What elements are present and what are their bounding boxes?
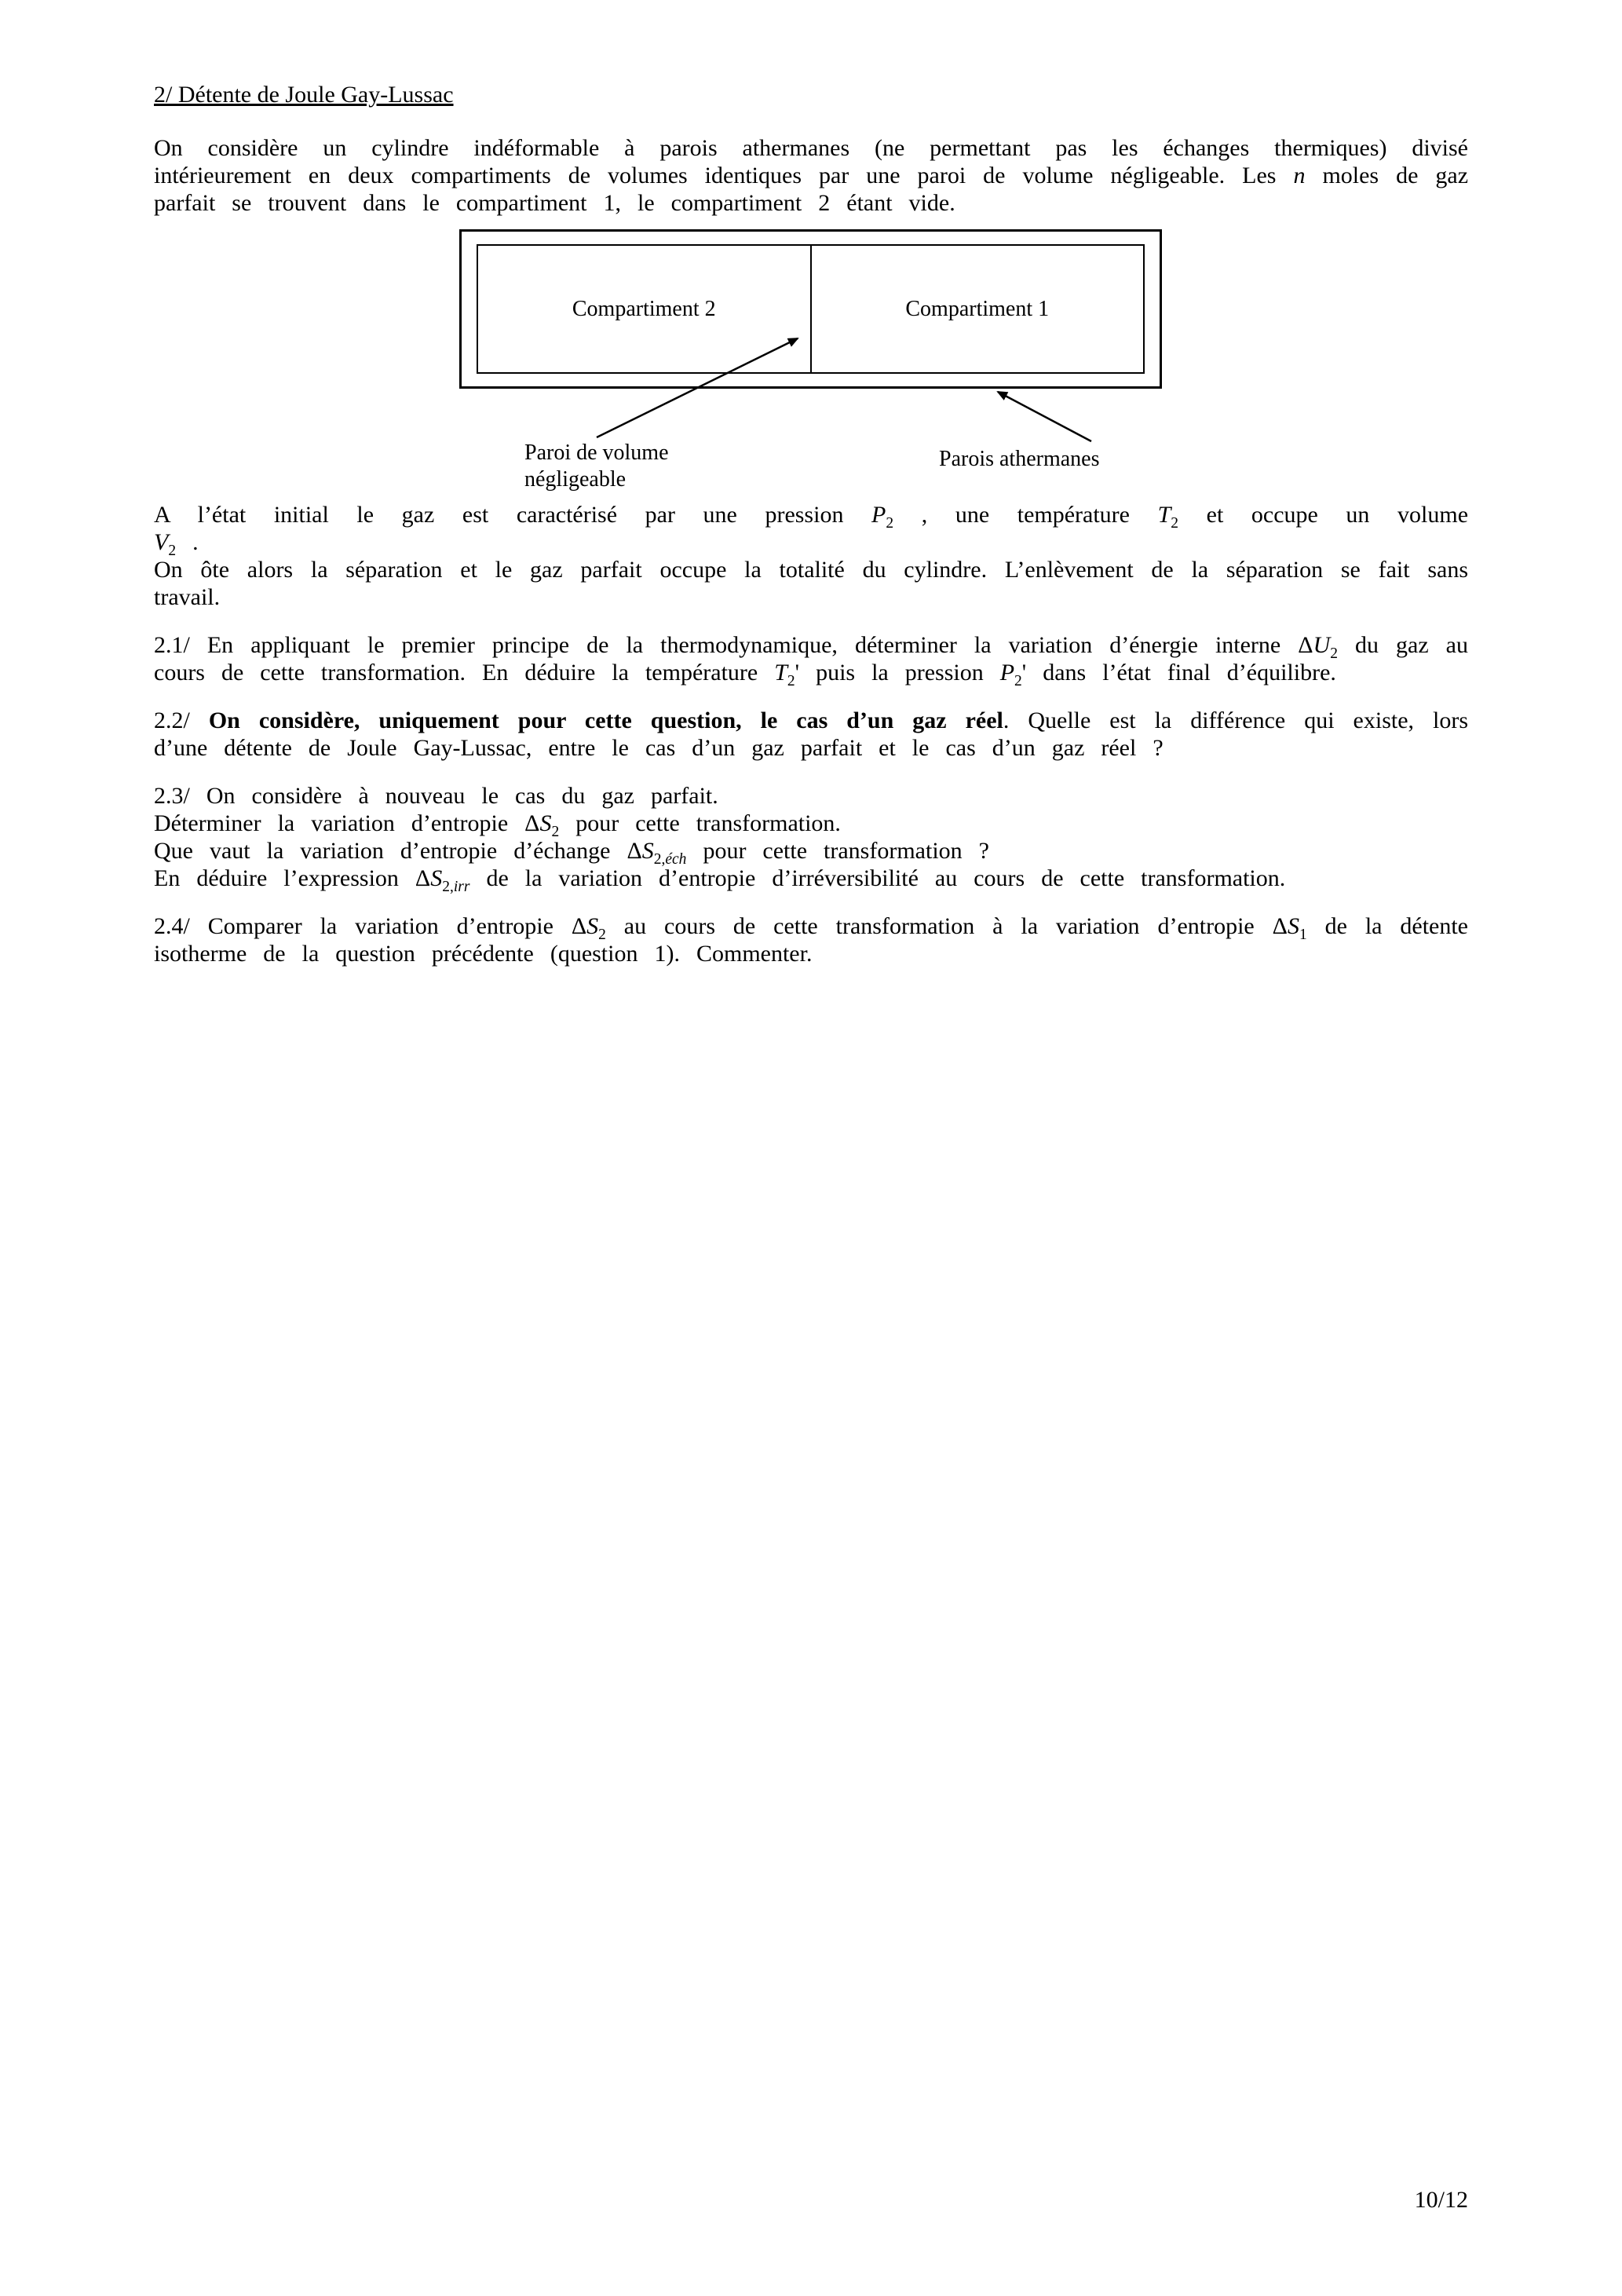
arrow-to-outer-wall xyxy=(998,392,1091,441)
question-2-3-line3: Que vaut la variation d’entropie d’échange $\Delta S_{2,éch}$ pour cette transformation ? xyxy=(154,838,989,868)
question-2-3-line1: 2.3/ On considère à nouveau le cas du gaz parfait. xyxy=(154,783,718,809)
page-number: 10/12 xyxy=(1414,2187,1468,2213)
compartment-1 xyxy=(812,246,1144,372)
compartment-2-label: Compartiment 2 xyxy=(572,297,716,321)
section-title: 2/ Détente de Joule Gay-Lussac xyxy=(154,82,454,108)
remove-partition-paragraph: On ôte alors la séparation et le gaz parfait occupe la totalité du cylindre. L’enlèvement de la séparation se fait sans travail. xyxy=(154,557,1468,610)
initial-state-paragraph: A l’état initial le gaz est caractérisé par une pression $P_2$ , une température $T_2$ et occupe un volume xyxy=(154,502,1469,532)
question-2-4: 2.4/ Comparer la variation d’entropie $\Delta S_2$ au cours de cette transformation à la variation d’entropie $\Delta S_1$ de la détente isotherme de la question précédente (question 1). Commenter. xyxy=(154,913,1468,967)
partition-label-line1: Paroi de volume xyxy=(524,441,669,465)
compartment-2 xyxy=(478,246,812,372)
cylinder-diagram xyxy=(154,229,1468,490)
question-2-1: 2.1/ En appliquant le premier principe de la thermodynamique, déterminer la variation d’énergie interne $\Delta U_2$ du gaz au cours de cette transformation. En déduire la température $T_2'$ puis la pression $P_2'$ dans l’état final d’équilibre. xyxy=(154,632,1468,689)
partition-label xyxy=(524,440,669,493)
partition-label-line2: négligeable xyxy=(524,467,627,492)
intro-paragraph: On considère un cylindre indéformable à parois athermanes (ne permettant pas les échanges thermiques) divisé intérieurement en deux compartiments de volumes identiques par une paroi de volume négligeable. Les n moles de gaz parfait se trouvent dans le compartiment 1, le compartiment 2 étant vide. xyxy=(154,135,1469,216)
compartment-1-label: Compartiment 1 xyxy=(905,297,1050,321)
question-2-3-line2: Déterminer la variation d’entropie $\Delta S_2$ pour cette transformation. xyxy=(154,810,841,840)
question-2-2: 2.2/ On considère, uniquement pour cette question, le cas d’un gaz réel. Quelle est la différence qui existe, lors d’une détente de Joule Gay-Lussac, entre le cas d’un gaz parfait et le cas d’un gaz réel ? xyxy=(154,707,1469,761)
cylinder-compartments xyxy=(477,244,1145,374)
question-2-3-line4: En déduire l’expression $\Delta S_{2,irr}$ de la variation d’entropie d’irréversibilité au cours de cette transformation. xyxy=(154,865,1286,895)
volume-line: $V_2$ . xyxy=(154,529,199,559)
adiabatic-walls-label: Parois athermanes xyxy=(939,447,1100,471)
